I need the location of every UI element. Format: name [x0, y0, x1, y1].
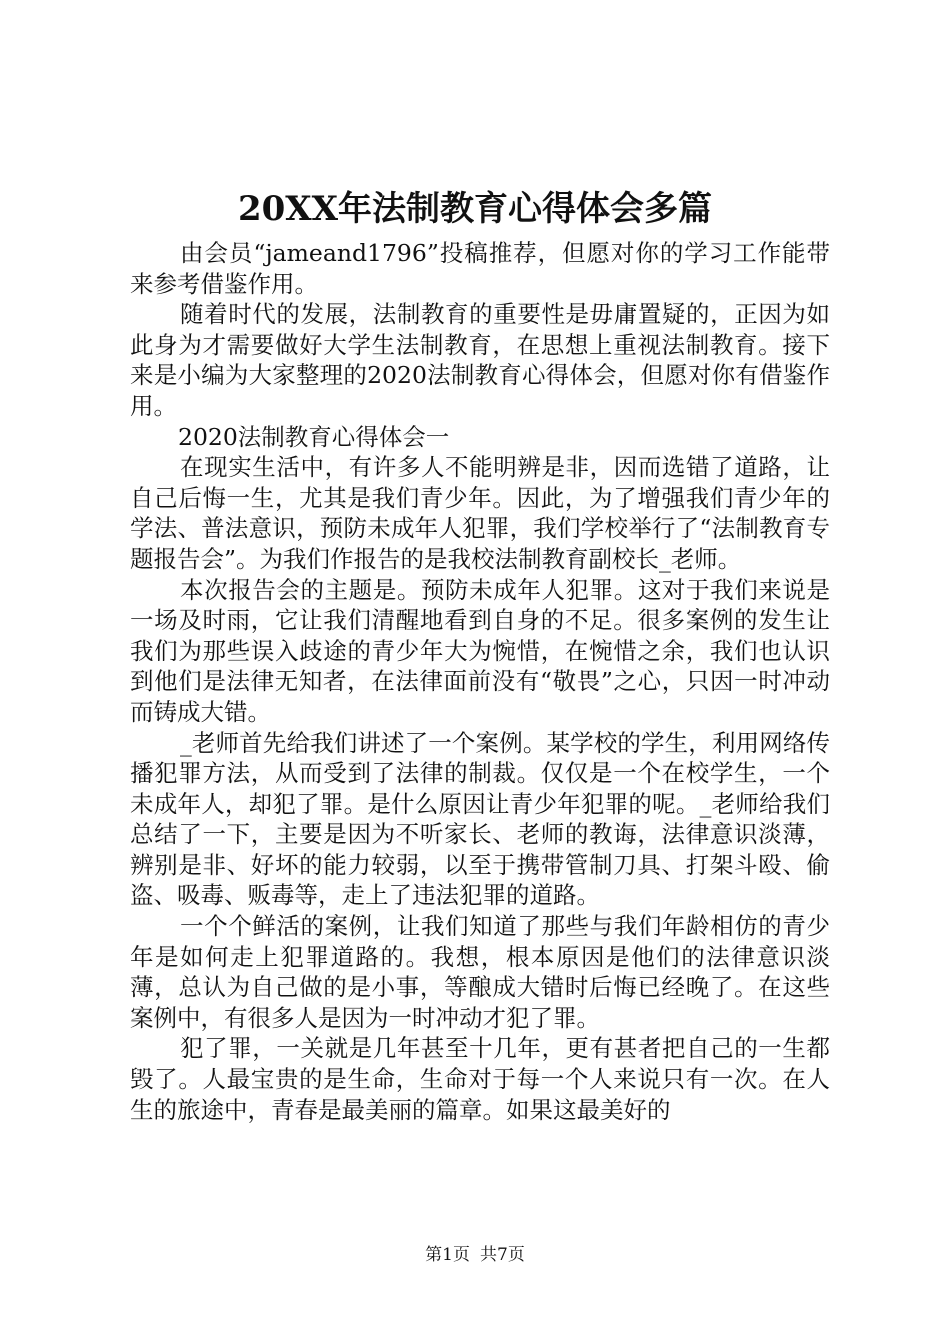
paragraph: 在现实生活中，有许多人不能明辨是非，因而选错了道路，让自己后悔一生，尤其是我们青少年。因此，为了增强我们青少年的学法、普法意识，预防未成年人犯罪，我们学校举行了“法制教育专题报告会”。为我们作报告的是我校法制教育副校长_老师。	[130, 453, 830, 573]
paragraph: 犯了罪，一关就是几年甚至十几年，更有甚者把自己的一生都毁了。人最宝贵的是生命，生命对于每一个人来说只有一次。在人生的旅途中，青春是最美丽的篇章。如果这最美好的	[130, 1034, 830, 1124]
page-number: 第1页	[425, 1245, 470, 1265]
page-total: 共7页	[480, 1245, 525, 1265]
paragraph: _老师首先给我们讲述了一个案例。某学校的学生，利用网络传播犯罪方法，从而受到了法律的制裁。仅仅是一个在校学生，一个未成年人，却犯了罪。是什么原因让青少年犯罪的呢。_老师给我们总结了一下，主要是因为不听家长、老师的教诲，法律意识淡薄，辨别是非、好坏的能力较弱，以至于携带管制刀具、打架斗殴、偷盗、吸毒、贩毒等，走上了违法犯罪的道路。	[130, 728, 830, 910]
paragraph: 一个个鲜活的案例，让我们知道了那些与我们年龄相仿的青少年是如何走上犯罪道路的。我想，根本原因是他们的法律意识淡薄，总认为自己做的是小事，等酿成大错时后悔已经晚了。在这些案例中，有很多人是因为一时冲动才犯了罪。	[130, 912, 830, 1032]
paragraph: 本次报告会的主题是。预防未成年人犯罪。这对于我们来说是一场及时雨，它让我们清醒地看到自身的不足。很多案例的发生让我们为那些误入歧途的青少年大为惋惜，在惋惜之余，我们也认识到他们是法律无知者，在法律面前没有“敬畏”之心，只因一时冲动而铸成大错。	[130, 575, 830, 726]
paragraph-preface: 随着时代的发展，法制教育的重要性是毋庸置疑的，正因为如此身为才需要做好大学生法制教育，在思想上重视法制教育。接下来是小编为大家整理的2020法制教育心得体会，但愿对你有借鉴作用。	[130, 300, 830, 420]
document-title: 20XX年法制教育心得体会多篇	[237, 189, 713, 229]
section-heading: 2020法制教育心得体会一	[178, 422, 450, 451]
document-body	[130, 238, 830, 1125]
page-footer	[0, 1243, 950, 1267]
paragraph-intro: 由会员“jameand1796”投稿推荐，但愿对你的学习工作能带来参考借鉴作用。	[130, 239, 830, 298]
